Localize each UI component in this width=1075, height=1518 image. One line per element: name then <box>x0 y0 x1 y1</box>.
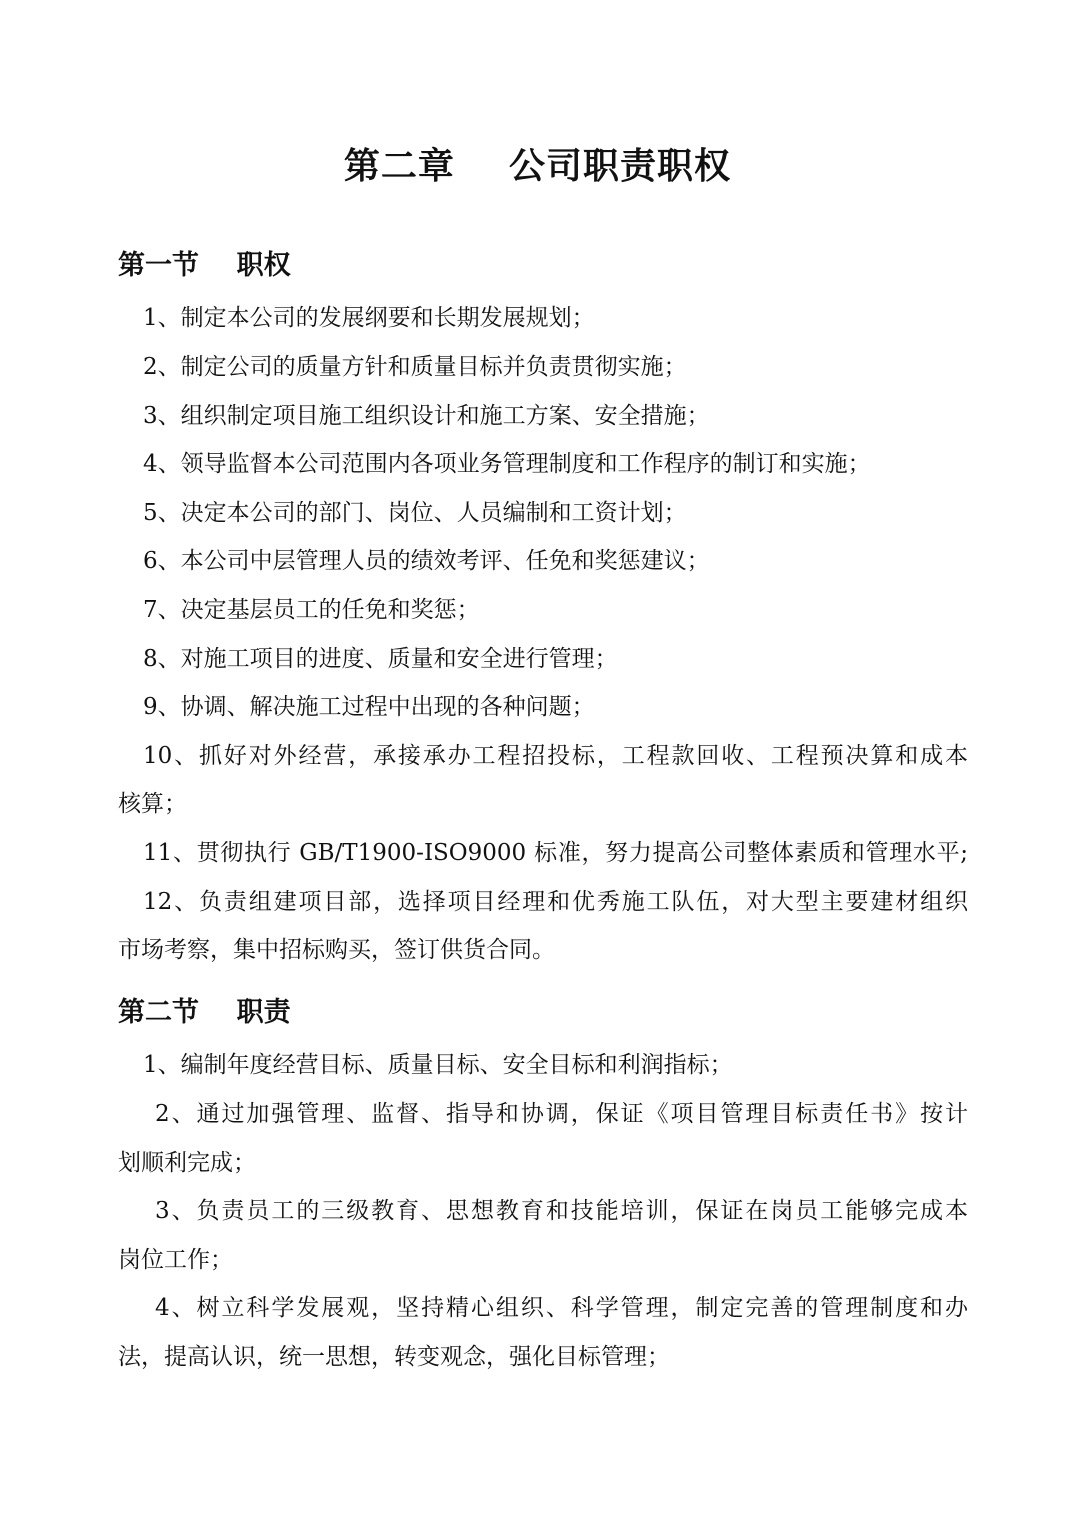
section-1-item-3: 3、组织制定项目施工组织设计和施工方案、安全措施； <box>143 403 710 429</box>
chapter-title: 第二章 公司职责职权 <box>343 145 732 187</box>
section-1-item-12: 12、负责组建项目部，选择项目经理和优秀施工队伍，对大型主要建材组织 <box>143 889 968 915</box>
section-1-item-10-cont: 核算； <box>118 791 187 817</box>
section-2-item-4: 4、树立科学发展观，坚持精心组织、科学管理，制定完善的管理制度和办 <box>155 1295 968 1321</box>
section-1-item-7: 7、决定基层员工的任免和奖惩； <box>143 597 480 623</box>
section-2-item-2: 2、通过加强管理、监督、指导和协调，保证《项目管理目标责任书》按计 <box>155 1101 968 1127</box>
section-1-item-8: 8、对施工项目的进度、质量和安全进行管理； <box>143 646 618 672</box>
section-2-item-3-cont: 岗位工作； <box>118 1247 233 1273</box>
section-2-item-3: 3、负责员工的三级教育、思想教育和技能培训，保证在岗员工能够完成本 <box>155 1198 968 1224</box>
section-2-item-4-cont: 法，提高认识，统一思想，转变观念，强化目标管理； <box>118 1344 670 1370</box>
section-2-item-2-cont: 划顺利完成； <box>118 1150 256 1176</box>
section-1-item-5: 5、决定本公司的部门、岗位、人员编制和工资计划； <box>143 500 687 526</box>
section-2-title: 第二节 职责 <box>118 997 291 1028</box>
section-1-item-11: 11、贯彻执行 GB/T1900-ISO9000 标准，努力提高公司整体素质和管理水平; <box>143 840 968 866</box>
section-1-item-2: 2、制定公司的质量方针和质量目标并负责贯彻实施； <box>143 354 687 380</box>
section-1-item-9: 9、协调、解决施工过程中出现的各种问题； <box>143 694 595 720</box>
section-1-item-12-cont: 市场考察，集中招标购买，签订供货合同。 <box>118 937 555 963</box>
section-1-item-6: 6、本公司中层管理人员的绩效考评、任免和奖惩建议； <box>143 548 710 574</box>
section-1-item-10: 10、抓好对外经营，承接承办工程招投标，工程款回收、工程预决算和成本 <box>143 743 968 769</box>
section-1-title: 第一节 职权 <box>118 250 291 281</box>
section-1-item-1: 1、制定本公司的发展纲要和长期发展规划； <box>143 305 595 331</box>
section-1-item-4: 4、领导监督本公司范围内各项业务管理制度和工作程序的制订和实施； <box>143 451 871 477</box>
section-2-item-1: 1、编制年度经营目标、质量目标、安全目标和利润指标； <box>143 1052 733 1078</box>
